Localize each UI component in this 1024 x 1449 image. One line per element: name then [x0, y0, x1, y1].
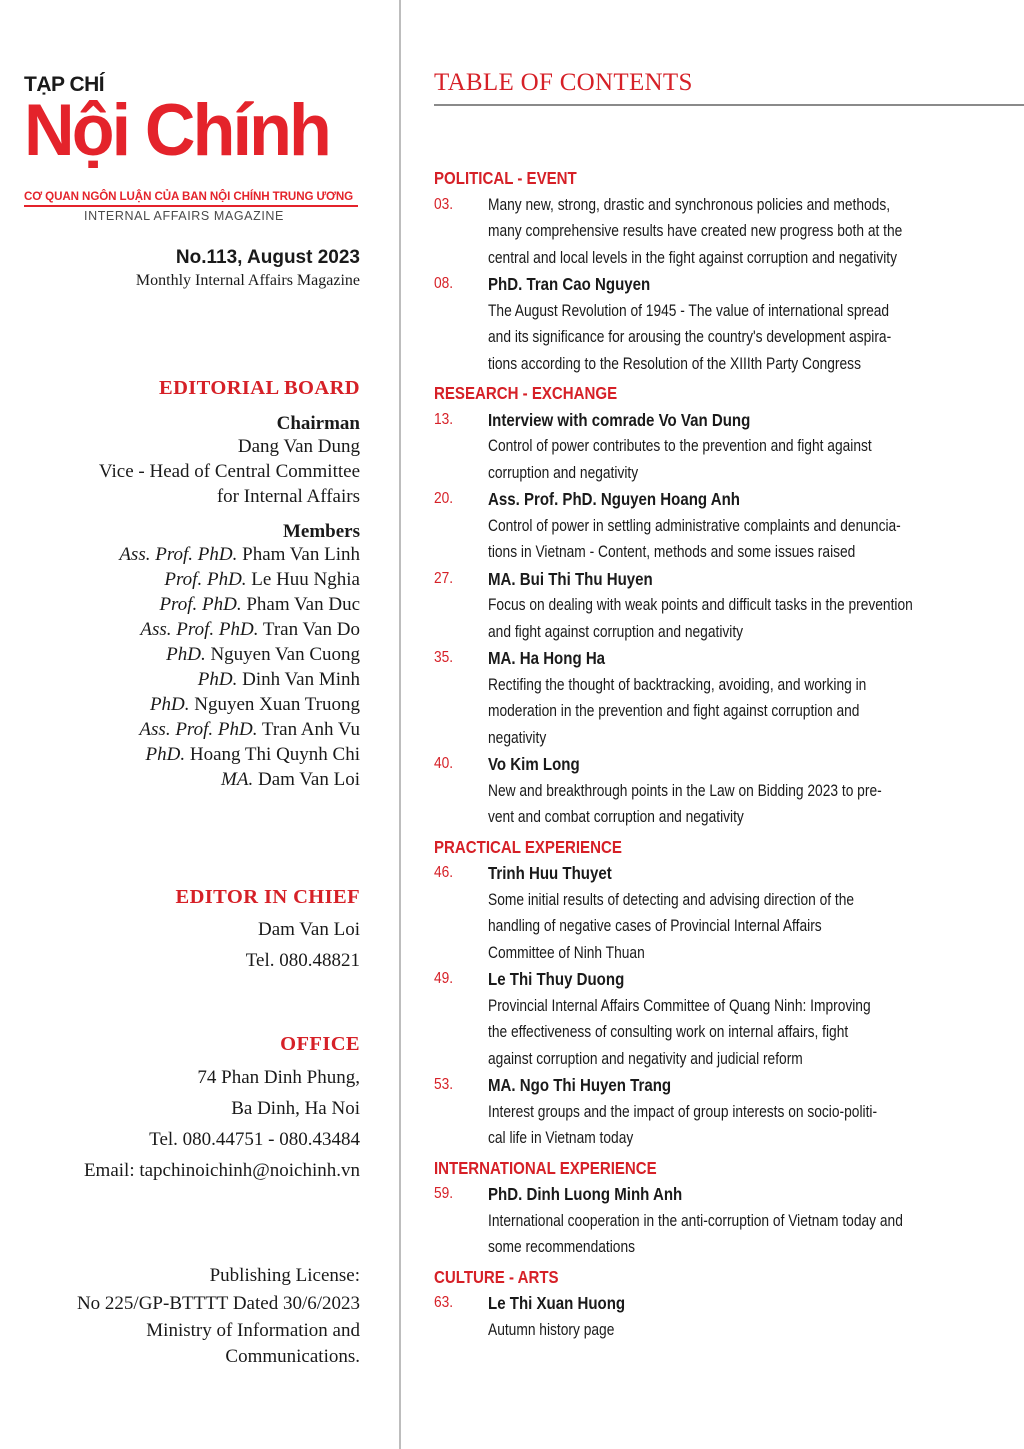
toc-description-line: Rectifing the thought of backtracking, avoiding, and working in [488, 675, 867, 694]
toc-description-line: Control of power in settling administrative complaints and denuncia- [488, 516, 901, 535]
toc-entry-body [488, 966, 946, 1072]
editor-in-chief-heading: EDITOR IN CHIEF [175, 886, 360, 908]
toc-category: RESEARCH - EXCHANGE [434, 383, 618, 403]
toc-entry[interactable] [434, 486, 944, 566]
toc-page-number: 40. [434, 755, 454, 772]
license-line: Communications. [225, 1346, 360, 1367]
toc-entry[interactable] [434, 271, 944, 377]
member-title: Prof. PhD. [164, 568, 247, 590]
member-row [99, 717, 360, 742]
toc-description-line: Interest groups and the impact of group interests on socio-politi- [488, 1102, 878, 1121]
toc-entry-body [488, 407, 948, 487]
member-row [99, 542, 360, 567]
toc-section [434, 165, 944, 377]
masthead-tapchi: TẠP CHÍ [24, 73, 105, 96]
member-title: PhD. [149, 693, 190, 715]
license-line: Ministry of Information and [146, 1319, 360, 1341]
toc-description-line: negativity [488, 728, 547, 747]
member-name: Pham Van Linh [242, 543, 360, 565]
toc-description-line: Control of power contributes to the prevention and fight against [488, 437, 872, 455]
toc-description-line: Focus on dealing with weak points and difficult tasks in the prevention [488, 596, 913, 614]
toc-page-number: 46. [434, 864, 454, 881]
editor-in-chief-name: Dam Van Loi [257, 918, 360, 940]
members-list [99, 542, 360, 792]
toc-description-line: and fight against corruption and negativity [488, 622, 744, 641]
toc-entry-body [488, 1290, 944, 1343]
magazine-english-name: INTERNAL AFFAIRS MAGAZINE [84, 209, 284, 223]
toc-section [434, 834, 944, 1152]
member-row [99, 767, 360, 792]
toc-page-number: 53. [434, 1076, 454, 1093]
member-name: Tran Van Do [262, 618, 360, 640]
editorial-board [99, 378, 360, 792]
toc-author: MA. Ha Hong Ha [488, 648, 606, 668]
toc-list [434, 162, 944, 1343]
toc-description-line: handling of negative cases of Provincial Internal Affairs [488, 917, 822, 935]
member-row [99, 592, 360, 617]
left-column [0, 0, 398, 1449]
office-email[interactable]: Email: tapchinoichinh@noichinh.vn [83, 1159, 360, 1181]
toc-category: CULTURE - ARTS [434, 1266, 559, 1287]
toc-entry-body [488, 192, 984, 272]
toc-entry[interactable] [434, 192, 944, 272]
member-title: PhD. [145, 743, 186, 765]
member-title: Ass. Prof. PhD. [140, 618, 259, 640]
toc-page-number: 63. [434, 1294, 454, 1311]
toc-page-number: 49. [434, 970, 454, 987]
toc-description-line: Some initial results of detecting and advising direction of the [488, 890, 855, 909]
toc-page-number: 13. [434, 410, 454, 428]
toc-description-line: The August Revolution of 1945 - The value of international spread [488, 301, 890, 320]
toc-description-line: International cooperation in the anti-corruption of Vietnam today and [488, 1211, 903, 1230]
toc-description-line: vent and combat corruption and negativity [488, 808, 744, 826]
toc-entry[interactable] [434, 407, 944, 487]
toc-author: PhD. Tran Cao Nguyen [488, 274, 651, 294]
toc-description-line: Provincial Internal Affairs Committee of Quang Ninh: Improving [488, 996, 871, 1015]
toc-description-line: some recommendations [488, 1238, 636, 1256]
toc-section [434, 380, 944, 831]
office-line: 74 Phan Dinh Phung, [197, 1066, 360, 1088]
issue-subtitle: Monthly Internal Affairs Magazine [135, 272, 360, 289]
masthead-rule [24, 205, 358, 207]
member-title: Ass. Prof. PhD. [139, 718, 258, 740]
member-title: PhD. [197, 668, 238, 690]
members-label: Members [282, 520, 360, 542]
toc-author: PhD. Dinh Luong Minh Anh [488, 1184, 683, 1204]
toc-author: Le Thi Thuy Duong [488, 969, 625, 989]
toc-page-number: 08. [434, 275, 454, 292]
editorial-board-heading: EDITORIAL BOARD [159, 377, 360, 399]
toc-entry[interactable] [434, 966, 944, 1072]
member-title: PhD. [166, 643, 206, 665]
toc-description-line: central and local levels in the fight against corruption and negativity [488, 248, 897, 267]
toc-description-line: Committee of Ninh Thuan [488, 943, 645, 962]
chairman-line: for Internal Affairs [216, 485, 360, 507]
toc-page-number: 35. [434, 649, 454, 666]
office-heading: OFFICE [280, 1033, 360, 1055]
office-line: Tel. 080.44751 - 080.43484 [149, 1128, 360, 1150]
member-name: Pham Van Duc [246, 593, 360, 615]
member-row [99, 692, 360, 717]
member-row [99, 617, 360, 642]
toc-description-line: New and breakthrough points in the Law on Bidding 2023 to pre- [488, 781, 882, 800]
toc-description-line: tions according to the Resolution of the XIIIth Party Congress [488, 354, 861, 373]
toc-page-number: 59. [434, 1185, 454, 1202]
toc-page-number: 27. [434, 569, 454, 587]
publishing-license [77, 1260, 360, 1371]
member-name: Nguyen Xuan Truong [194, 693, 360, 715]
chairman-line: Vice - Head of Central Committee [98, 460, 360, 482]
masthead-tagline: CƠ QUAN NGÔN LUẬN CỦA BAN NỘI CHÍNH TRUNG ƯƠNG [24, 190, 354, 203]
member-name: Le Huu Nghia [251, 568, 360, 590]
chairman-label: Chairman [276, 412, 360, 434]
toc-description-line: corruption and negativity [488, 463, 639, 482]
toc-page-number: 20. [434, 490, 454, 507]
toc-category: PRACTICAL EXPERIENCE [434, 836, 622, 857]
masthead-logo: Nội Chính [24, 90, 329, 171]
toc-entry[interactable] [434, 1181, 944, 1261]
office [84, 1034, 360, 1186]
toc-description-line: moderation in the prevention and fight against corruption and [488, 702, 860, 720]
toc-author: Interview with comrade Vo Van Dung [488, 409, 751, 430]
member-row [99, 742, 360, 767]
toc-description-line: cal life in Vietnam today [488, 1129, 634, 1147]
toc-entry-body [488, 860, 944, 966]
toc-author: Vo Kim Long [488, 754, 580, 774]
member-row [99, 667, 360, 692]
toc-entry[interactable] [434, 1072, 944, 1152]
toc-section [434, 1264, 944, 1344]
toc-entry-body [488, 271, 971, 377]
toc-author: Ass. Prof. PhD. Nguyen Hoang Anh [488, 489, 740, 509]
toc-entry-body [488, 486, 982, 566]
chairman-line: Dang Van Dung [237, 435, 360, 457]
toc-entry[interactable] [434, 751, 944, 831]
toc-description-line: against corruption and negativity and judicial reform [488, 1049, 803, 1068]
toc-entry-body [488, 1181, 985, 1261]
toc-description-line: many comprehensive results have created new progress both at the [488, 222, 903, 240]
editor-in-chief-tel: Tel. 080.48821 [245, 949, 360, 971]
toc-title: TABLE OF CONTENTS [434, 69, 693, 96]
toc-title-rule [434, 104, 1024, 106]
member-row [99, 642, 360, 667]
member-title: MA. [221, 768, 254, 790]
toc-author: MA. Ngo Thi Huyen Trang [488, 1075, 672, 1095]
member-name: Nguyen Van Cuong [210, 643, 360, 665]
license-line: No 225/GP-BTTTT Dated 30/6/2023 [76, 1293, 360, 1314]
toc-entry[interactable] [434, 645, 944, 751]
toc-category: POLITICAL - EVENT [434, 168, 577, 188]
toc-description-line: Many new, strong, drastic and synchronous policies and methods, [488, 195, 891, 214]
toc-category: INTERNATIONAL EXPERIENCE [434, 1157, 657, 1178]
toc-entry-body [488, 645, 944, 751]
member-name: Dam Van Loi [257, 768, 360, 790]
toc-description-line: and its significance for arousing the country's development aspira- [488, 328, 892, 346]
toc-description-line: Autumn history page [488, 1320, 615, 1339]
member-name: Hoang Thi Quynh Chi [189, 743, 360, 765]
toc-description-line: the effectiveness of consulting work on internal affairs, fight [488, 1023, 849, 1041]
toc-entry[interactable] [434, 860, 944, 966]
toc-entry-body [488, 566, 997, 646]
toc-entry[interactable] [434, 1290, 944, 1343]
editor-in-chief [176, 887, 360, 976]
member-name: Tran Anh Vu [261, 718, 360, 740]
toc-entry-body [488, 751, 959, 831]
toc-author: Trinh Huu Thuyet [488, 863, 612, 883]
toc-author: Le Thi Xuan Huong [488, 1293, 626, 1313]
right-column [401, 0, 1024, 1449]
member-name: Dinh Van Minh [242, 668, 360, 690]
toc-entry[interactable] [434, 566, 944, 646]
toc-author: MA. Bui Thi Thu Huyen [488, 568, 653, 589]
member-title: Ass. Prof. PhD. [119, 543, 238, 565]
toc-section [434, 1155, 944, 1261]
member-row [99, 567, 360, 592]
toc-description-line: tions in Vietnam - Content, methods and some issues raised [488, 543, 856, 561]
toc-entry-body [488, 1072, 954, 1152]
license-line: Publishing License: [209, 1265, 360, 1286]
issue-number: No.113, August 2023 [175, 247, 360, 268]
toc-page-number: 03. [434, 195, 454, 213]
office-line: Ba Dinh, Ha Noi [231, 1097, 360, 1119]
member-title: Prof. PhD. [159, 593, 242, 615]
